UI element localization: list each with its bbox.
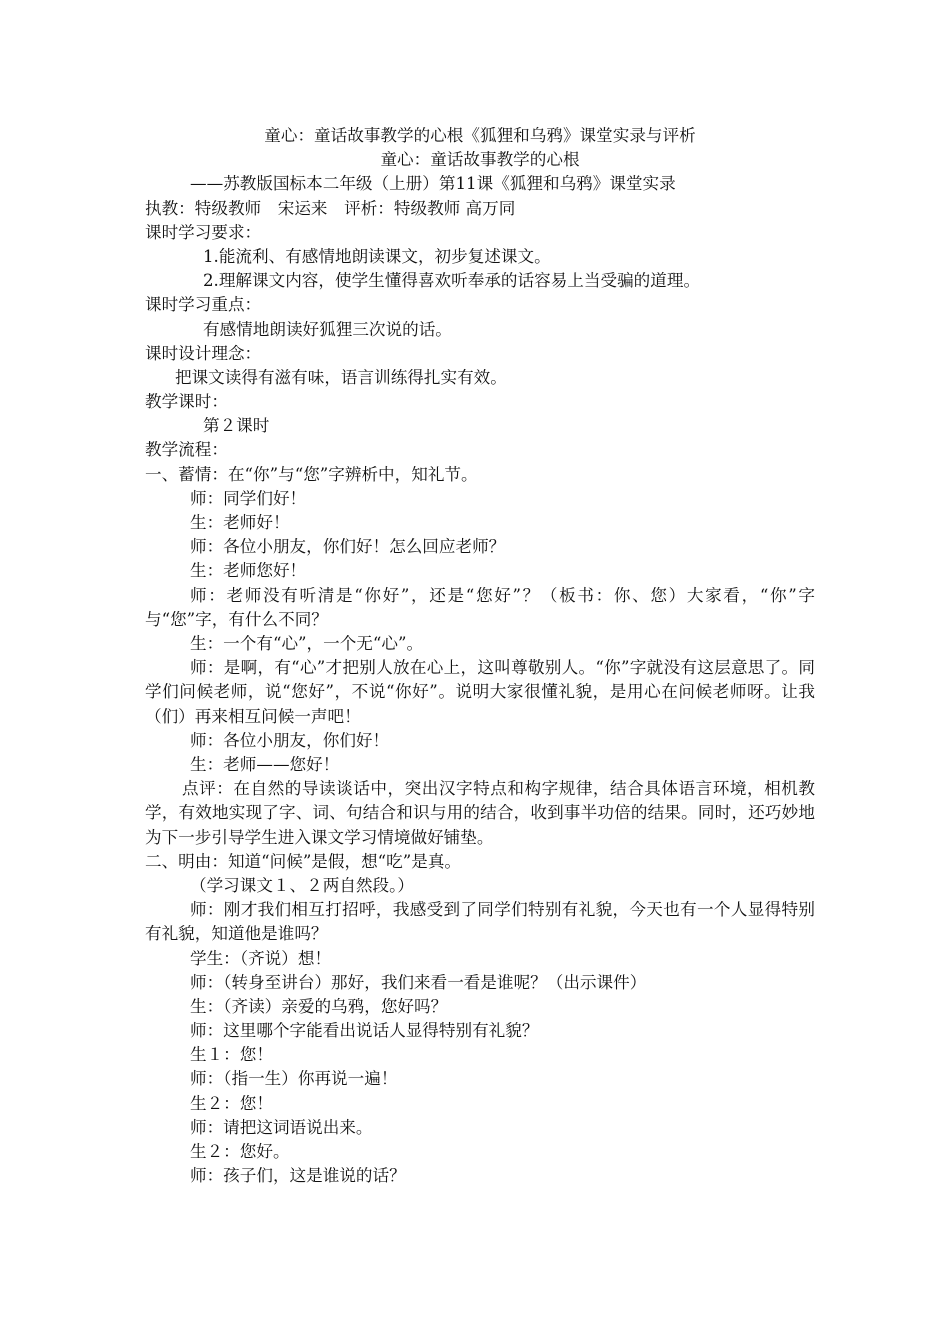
dialogue-line: 生：老师——您好！ [190, 754, 340, 774]
dialogue-paragraph: 师：是啊，有“心”才把别人放在心上，这叫尊敬别人。“你”字就没有这层意思了。同学们问候老师，说“您好”，不说“你好”。说明大家很懂礼貌，是用心在问候老师呀。让我（们）再来相互问候一声吧！ [145, 658, 815, 726]
dialogue-line: 师：请把这词语说出来。 [190, 1117, 373, 1137]
requirement-item: 1.能流利、有感情地朗读课文，初步复述课文。 [203, 246, 551, 266]
requirements-heading: 课时学习要求： [145, 222, 262, 242]
requirement-item: 2.理解课文内容，使学生懂得喜欢听奉承的话容易上当受骗的道理。 [203, 271, 701, 291]
period-heading: 教学课时： [145, 392, 228, 412]
dialogue-line: 师：各位小朋友，你们好！怎么回应老师？ [190, 537, 506, 557]
dialogue-line: 生：老师您好！ [190, 561, 307, 581]
dialogue-line: 生２：您好。 [190, 1142, 290, 1162]
dialogue-line: 师：同学们好！ [190, 488, 307, 508]
dialogue-line: 师：这里哪个字能看出说话人显得特别有礼貌？ [190, 1021, 539, 1041]
focus-heading: 课时学习重点： [145, 295, 262, 315]
dialogue-line: 生１：您！ [190, 1045, 273, 1065]
flow-heading: 教学流程： [145, 440, 228, 460]
authors-line: 执教：特级教师 宋运来 评析：特级教师 高万同 [145, 198, 516, 218]
dialogue-paragraph: 师：老师没有听清是“你好”，还是“您好”？（板书：你、您）大家看，“你”字与“您”字，有什么不同？ [145, 585, 815, 629]
section-note: （学习课文１、２两自然段。） [190, 875, 415, 895]
dialogue-line: 生：一个有“心”，一个无“心”。 [190, 633, 424, 653]
commentary-paragraph: 点评：在自然的导读谈话中，突出汉字特点和构字规律，结合具体语言环境，相机教学，有效地实现了字、词、句结合和识与用的结合，收到事半功倍的结果。同时，还巧妙地为下一步引导学生进入课文学习情境做好铺垫。 [145, 779, 815, 847]
dialogue-line: 生：老师好！ [190, 513, 290, 532]
dialogue-line: 生：（齐读）亲爱的乌鸦，您好吗？ [190, 996, 448, 1016]
document-subtitle: 童心：童话故事教学的心根 [380, 150, 580, 170]
dialogue-line: 生２：您！ [190, 1093, 273, 1113]
dialogue-line: 师：孩子们，这是谁说的话？ [190, 1166, 406, 1186]
section-heading: 二、明由：知道“问候”是假，想“吃”是真。 [145, 851, 462, 871]
period-item: 第２课时 [203, 416, 270, 436]
section-heading: 一、蓄情：在“你”与“您”字辨析中，知礼节。 [145, 464, 478, 484]
dialogue-line: 学生：（齐说）想！ [190, 948, 332, 968]
concept-heading: 课时设计理念： [145, 343, 262, 363]
dialogue-line: 师：各位小朋友，你们好！ [190, 730, 390, 750]
dialogue-line: 师：（指一生）你再说一遍！ [190, 1069, 398, 1089]
dialogue-line: 师：（转身至讲台）那好，我们来看一看是谁呢？（出示课件） [190, 972, 647, 992]
document-body [145, 124, 815, 1188]
concept-item: 把课文读得有滋有味，语言训练得扎实有效。 [175, 367, 507, 387]
document-subtitle-2: ——苏教版国标本二年级（上册）第11课《狐狸和乌鸦》课堂实录 [190, 174, 676, 194]
focus-item: 有感情地朗读好狐狸三次说的话。 [203, 319, 452, 339]
dialogue-paragraph: 师：刚才我们相互打招呼，我感受到了同学们特别有礼貌，今天也有一个人显得特别有礼貌，知道他是谁吗？ [145, 900, 815, 944]
document-title: 童心：童话故事教学的心根《狐狸和乌鸦》课堂实录与评析 [264, 126, 696, 145]
